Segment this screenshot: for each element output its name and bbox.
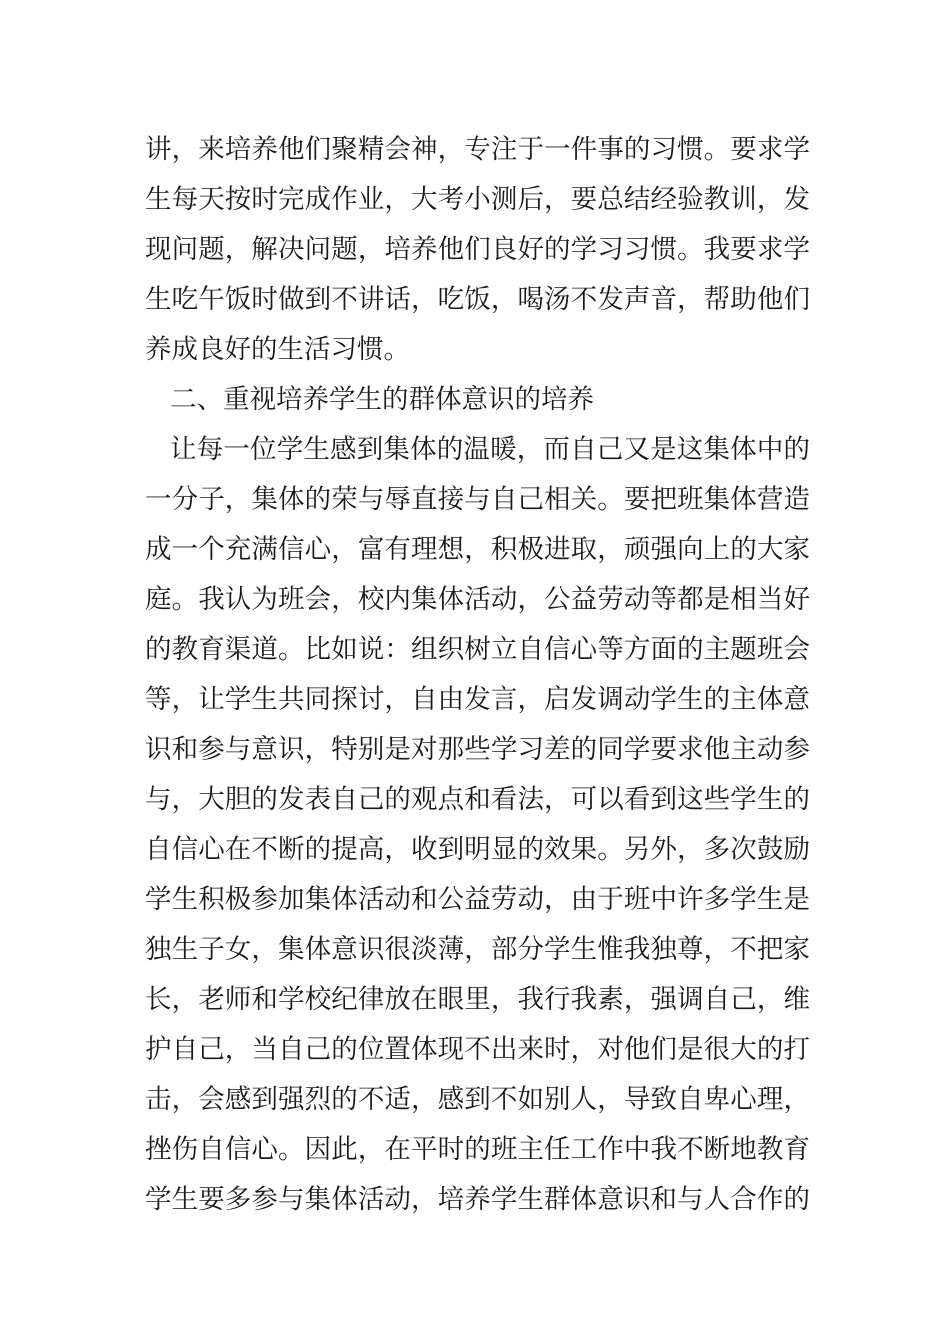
text-line: 挫伤自信心。因此，在平时的班主任工作中我不断地教育 — [145, 1134, 810, 1165]
text-line: 一分子，集体的荣与辱直接与自己相关。要把班集体营造 — [145, 484, 810, 515]
text-line: 长，老师和学校纪律放在眼里，我行我素，强调自己，维 — [145, 984, 810, 1015]
text-line: 成一个充满信心，富有理想，积极进取，顽强向上的大家 — [145, 534, 810, 565]
section-heading: 二、重视培养学生的群体意识的培养 — [170, 384, 594, 415]
text-line: 独生子女，集体意识很淡薄，部分学生惟我独尊，不把家 — [145, 934, 810, 965]
paragraph-first-line: 让每一位学生感到集体的温暖，而自己又是这集体中的 — [170, 434, 810, 465]
text-line: 识和参与意识，特别是对那些学习差的同学要求他主动参 — [145, 734, 810, 765]
text-line: 与，大胆的发表自己的观点和看法，可以看到这些学生的 — [145, 784, 810, 815]
text-line: 现问题，解决问题，培养他们良好的学习习惯。我要求学 — [145, 234, 810, 265]
text-line: 护自己，当自己的位置体现不出来时，对他们是很大的打 — [145, 1034, 810, 1065]
text-line: 等，让学生共同探讨，自由发言，启发调动学生的主体意 — [145, 684, 810, 715]
text-line: 学生要多参与集体活动，培养学生群体意识和与人合作的 — [145, 1184, 810, 1215]
text-line: 自信心在不断的提高，收到明显的效果。另外，多次鼓励 — [145, 834, 810, 865]
text-line: 生吃午饭时做到不讲话，吃饭，喝汤不发声音，帮助他们 — [145, 284, 810, 315]
text-line: 养成良好的生活习惯。 — [145, 334, 410, 365]
text-line: 学生积极参加集体活动和公益劳动，由于班中许多学生是 — [145, 884, 810, 915]
text-line: 讲，来培养他们聚精会神，专注于一件事的习惯。要求学 — [145, 134, 810, 165]
text-line: 庭。我认为班会，校内集体活动，公益劳动等都是相当好 — [145, 584, 810, 615]
text-line: 生每天按时完成作业，大考小测后，要总结经验教训，发 — [145, 184, 810, 215]
text-line: 击，会感到强烈的不适，感到不如别人，导致自卑心理， — [145, 1084, 810, 1115]
text-line: 的教育渠道。比如说：组织树立自信心等方面的主题班会 — [145, 634, 810, 665]
